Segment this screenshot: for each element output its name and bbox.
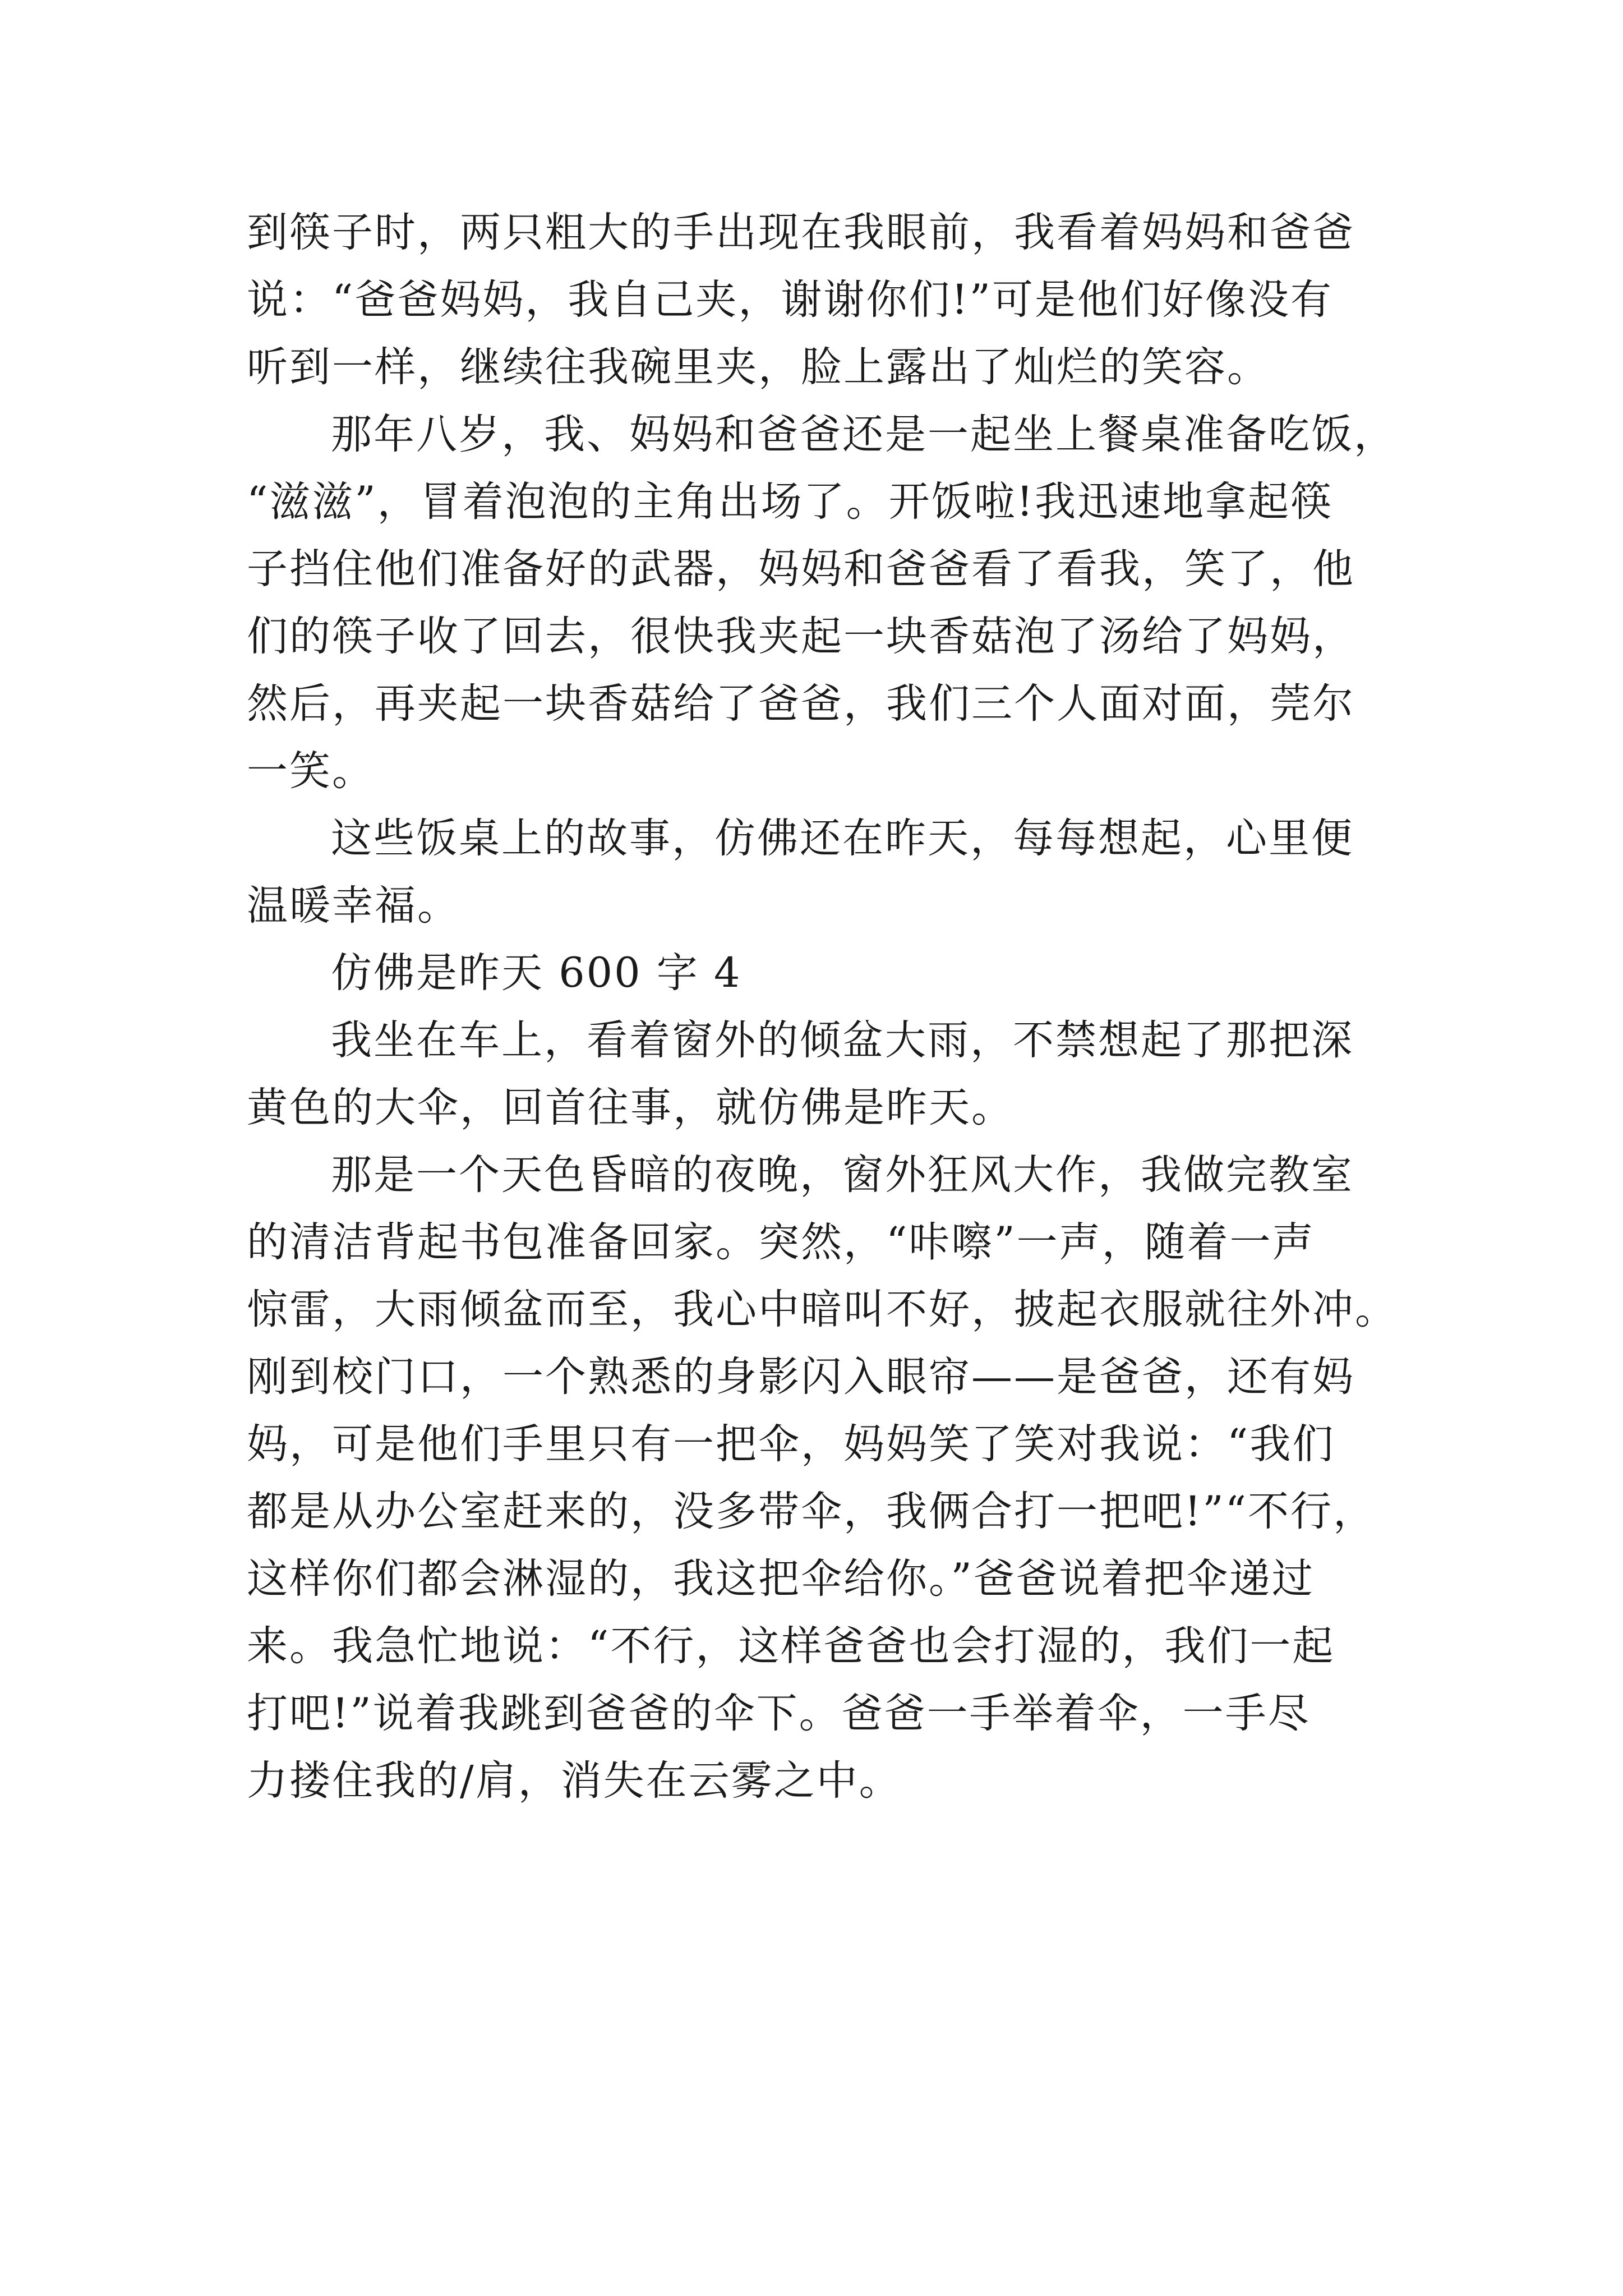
paragraph-start-line: 我坐在车上，看着窗外的倾盆大雨，不禁想起了那把深: [331, 1016, 1354, 1064]
text-line: 说：“爸爸妈妈，我自己夹，谢谢你们!”可是他们好像没有: [247, 276, 1333, 324]
text-line: 的清洁背起书包准备回家。突然，“咔嚓”一声，随着一声: [247, 1218, 1315, 1266]
text-line: 来。我急忙地说：“不行，这样爸爸也会打湿的，我们一起: [247, 1622, 1335, 1670]
text-line: 力搂住我的/肩，消失在云雾之中。: [247, 1757, 902, 1805]
text-line: 打吧!”说着我跳到爸爸的伞下。爸爸一手举着伞，一手尽: [247, 1690, 1311, 1737]
text-line: 子挡住他们准备好的武器，妈妈和爸爸看了看我，笑了，他: [247, 545, 1355, 593]
text-line: 都是从办公室赶来的，没多带伞，我俩合打一把吧!”“不行，: [247, 1488, 1376, 1535]
section-heading: 仿佛是昨天 600 字 4: [331, 949, 742, 997]
text-line: 一笑。: [247, 747, 375, 795]
text-line: 这样你们都会淋湿的，我这把伞给你。”爸爸说着把伞递过: [247, 1555, 1315, 1603]
text-line: 听到一样，继续往我碗里夹，脸上露出了灿烂的笑容。: [247, 343, 1270, 391]
text-line: 到筷子时，两只粗大的手出现在我眼前，我看着妈妈和爸爸: [247, 209, 1355, 256]
body-text: [247, 199, 1402, 1815]
text-line: 温暖幸福。: [247, 882, 460, 930]
text-line: “滋滋”，冒着泡泡的主角出场了。开饭啦!我迅速地拿起筷: [247, 478, 1333, 526]
text-line: 刚到校门口，一个熟悉的身影闪入眼帘——是爸爸，还有妈: [247, 1353, 1355, 1401]
paragraph-start-line: 那是一个天色昏暗的夜晚，窗外狂风大作，我做完教室: [331, 1151, 1354, 1199]
paragraph-start-line: 那年八岁，我、妈妈和爸爸还是一起坐上餐桌准备吃饭，: [331, 411, 1396, 458]
text-line: 惊雷，大雨倾盆而至，我心中暗叫不好，披起衣服就往外冲。: [247, 1286, 1398, 1333]
text-line: 妈，可是他们手里只有一把伞，妈妈笑了笑对我说：“我们: [247, 1420, 1335, 1468]
paragraph-start-line: 这些饭桌上的故事，仿佛还在昨天，每每想起，心里便: [331, 815, 1354, 862]
text-line: 们的筷子收了回去，很快我夹起一块香菇泡了汤给了妈妈，: [247, 613, 1355, 660]
text-line: 黄色的大伞，回首往事，就仿佛是昨天。: [247, 1084, 1014, 1131]
text-line: 然后，再夹起一块香菇给了爸爸，我们三个人面对面，莞尔: [247, 680, 1355, 728]
